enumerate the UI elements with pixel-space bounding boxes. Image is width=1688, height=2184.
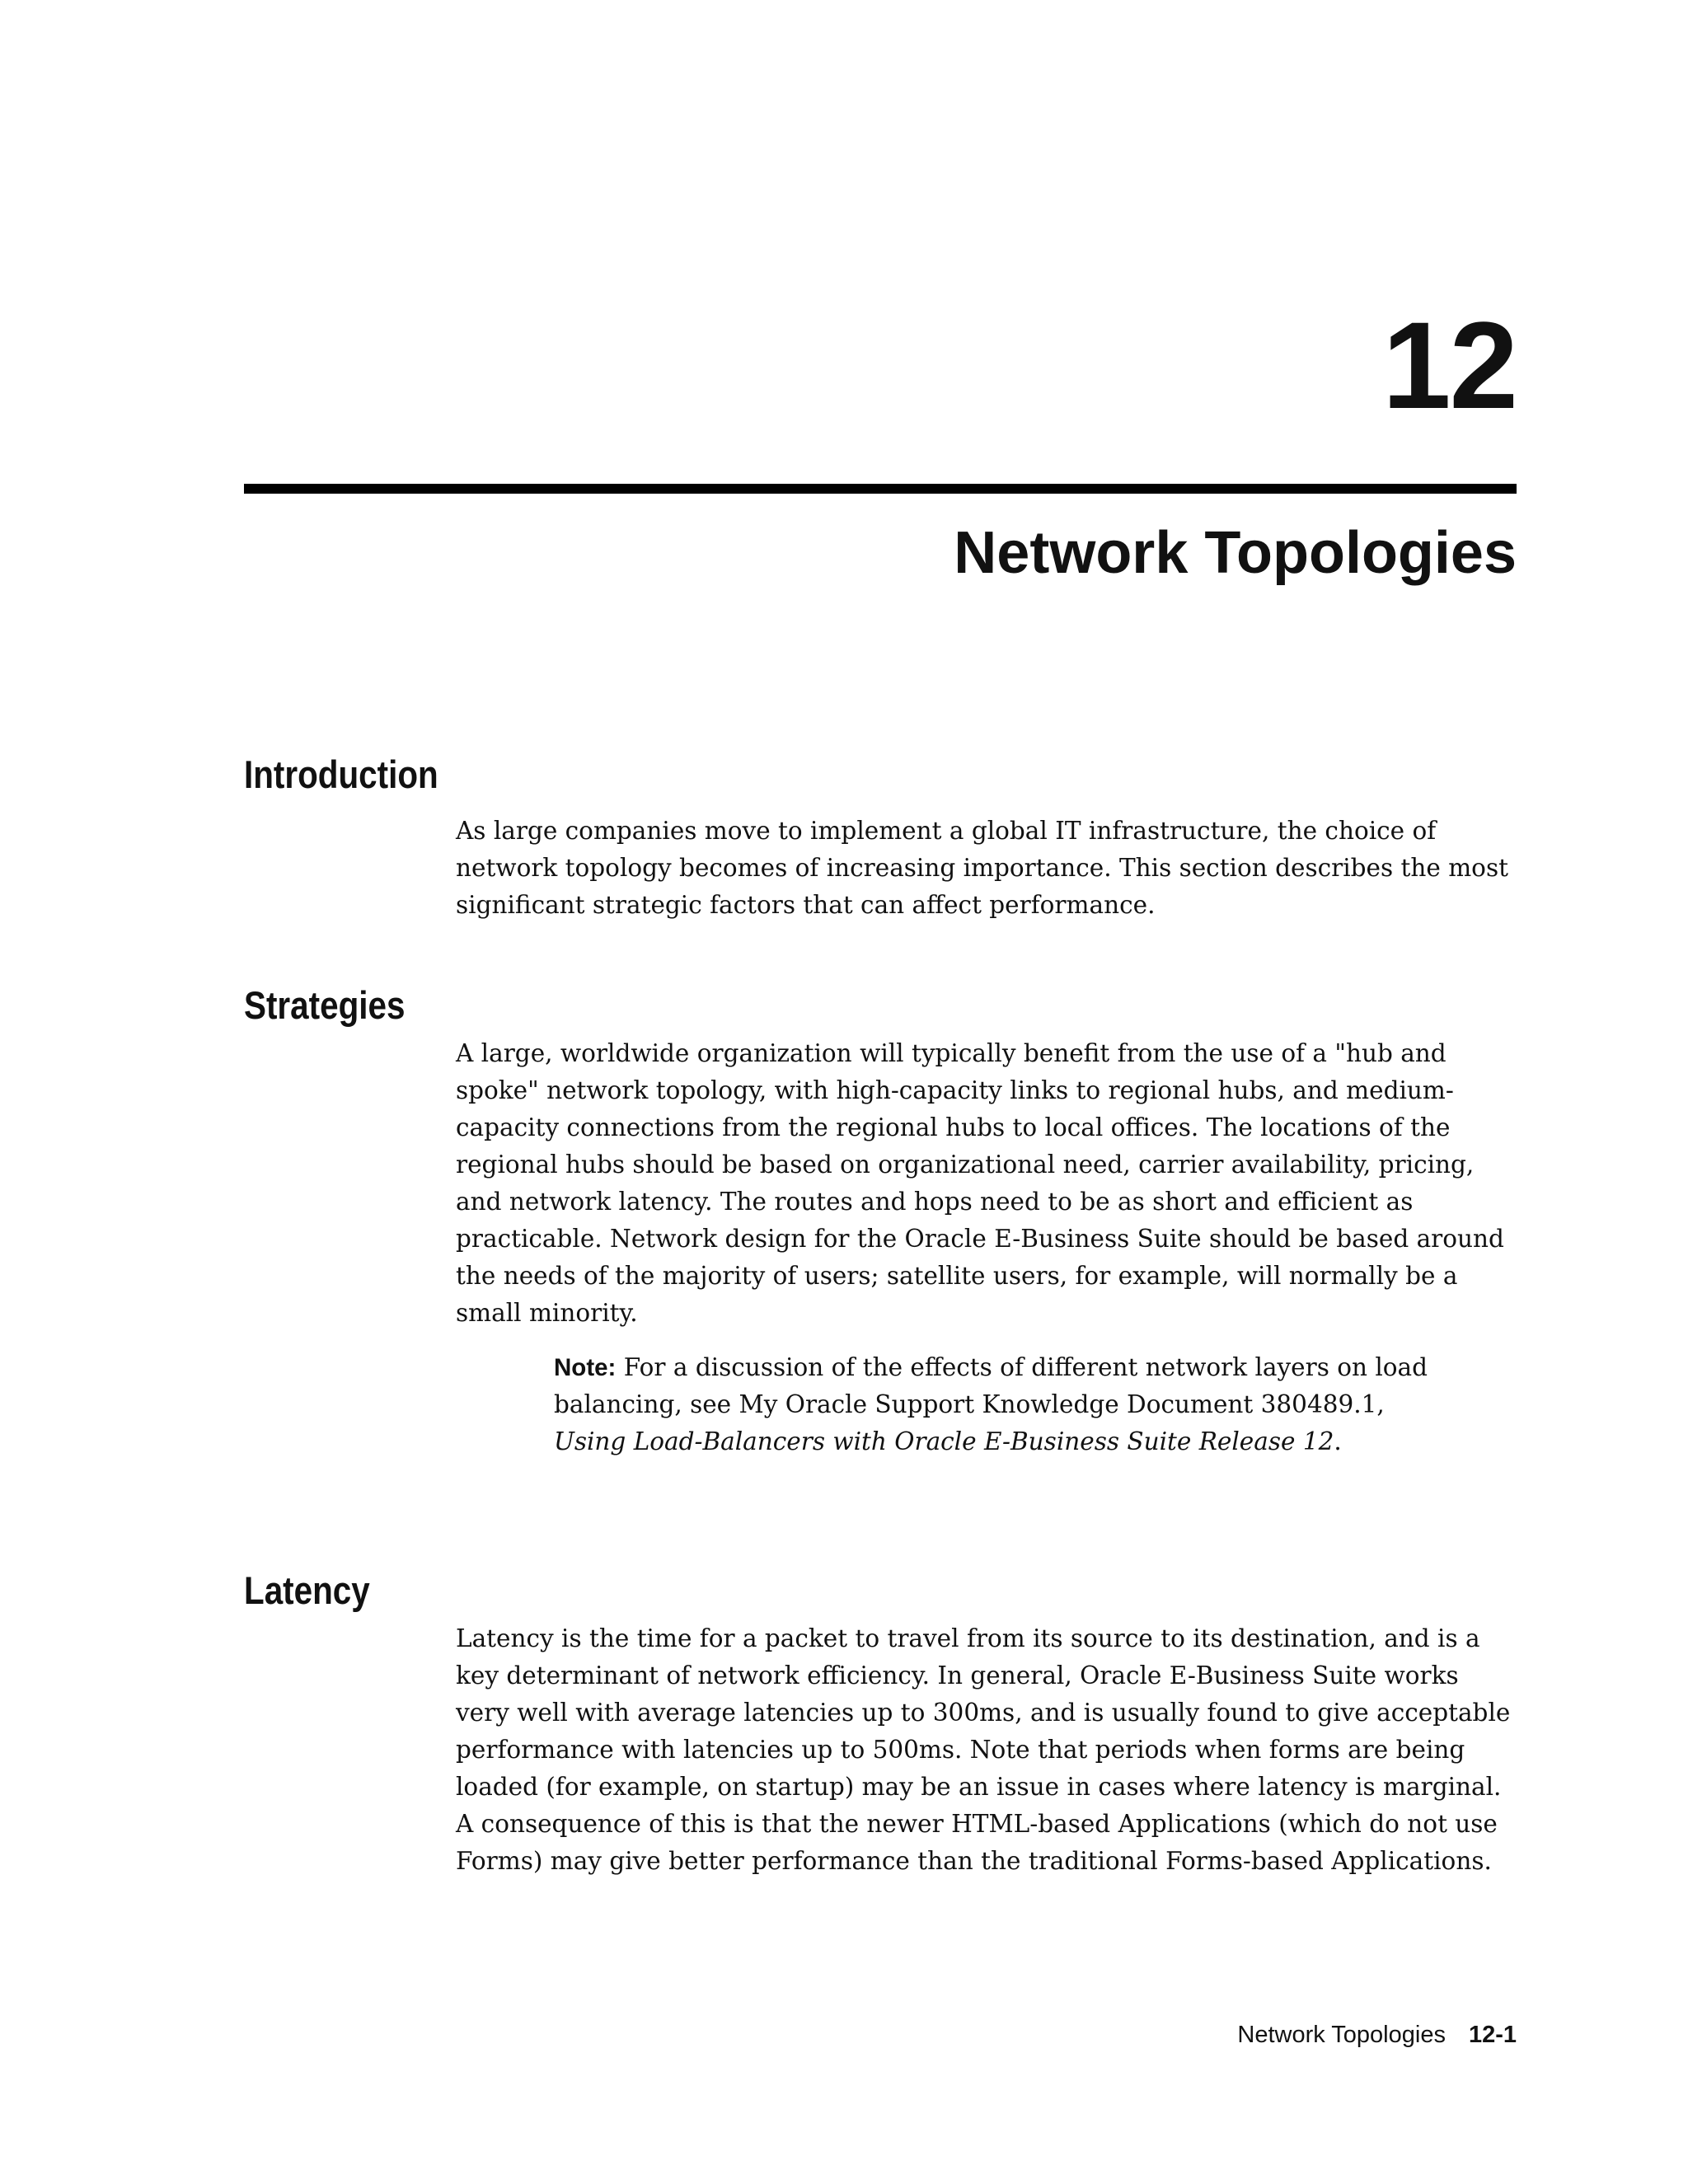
page-footer (1237, 2023, 1517, 2047)
footer-page-number: 12-1 (1468, 2022, 1517, 2048)
latency-paragraph: Latency is the time for a packet to travel from its source to its destination, and is a key determinant of network efficiency. In general, Oracle E-Business Suite works very well with average latencies up to 300ms, and is usually found to give acceptable performance with latencies up to 500ms. Note that periods when forms are being loaded (for example, on startup) may be an issue in cases where latency is marginal. A consequence of this is that the newer HTML-based Applications (which do not use Forms) may give better performance than the traditional Forms-based Applications. (456, 1624, 1511, 1875)
chapter-number: 12 (1382, 296, 1517, 434)
note-document-title: Using Load-Balancers with Oracle E-Business Suite Release 12 (554, 1427, 1334, 1455)
chapter-divider (244, 484, 1517, 494)
strategies-heading: Strategies (244, 983, 406, 1027)
note-label: Note: (554, 1354, 617, 1381)
latency-heading: Latency (244, 1568, 370, 1612)
note-block (554, 1349, 1493, 1460)
chapter-title: Network Topologies (954, 520, 1517, 586)
introduction-heading: Introduction (244, 752, 438, 796)
introduction-paragraph: As large companies move to implement a global IT infrastructure, the choice of network topology becomes of increasing importance. This section describes the most significant strategic factors that can affect performance. (456, 817, 1508, 919)
note-text: For a discussion of the effects of different network layers on load balancing, see My Oracle Support Knowledge Document 380489.1, (554, 1353, 1428, 1418)
strategies-paragraph: A large, worldwide organization will typically benefit from the use of a "hub and spoke" network topology, with high-capacity links to regional hubs, and medium-capacity connections from the regional hubs to local offices. The locations of the regional hubs should be based on organizational need, carrier availability, pricing, and network latency. The routes and hops need to be as short and efficient as practicable. Network design for the Oracle E-Business Suite should be based around the needs of the majority of users; satellite users, for example, will normally be a small minority. (456, 1039, 1504, 1327)
footer-section-title: Network Topologies (1237, 2022, 1446, 2048)
note-end-punctuation: . (1334, 1427, 1342, 1455)
